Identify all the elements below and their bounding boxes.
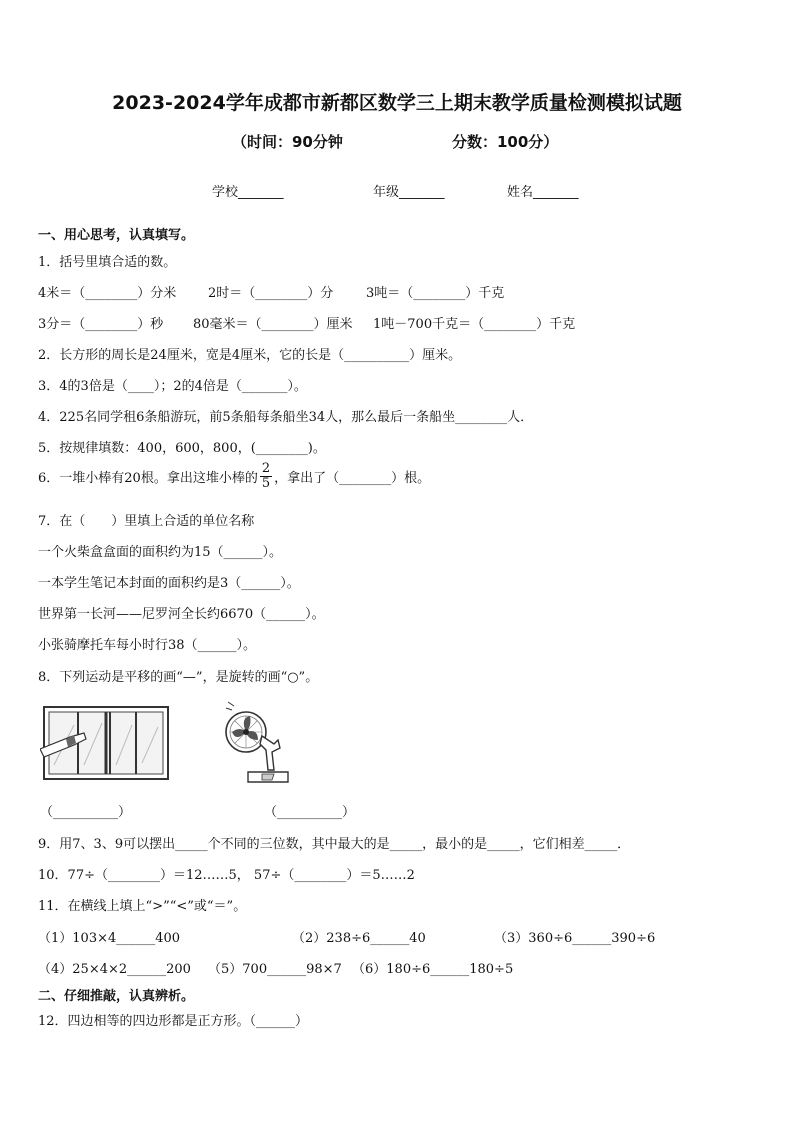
fraction-numerator: 2 (261, 461, 271, 476)
question-4: 4．225名同学租6条船游玩，前5条船每条船坐34人，那么最后一条船坐________人． (38, 410, 534, 425)
q8-answer-window: （__________） (40, 805, 132, 820)
question-1: 1．括号里填合适的数。 (38, 255, 177, 270)
q6-text-before: 6．一堆小棒有20根。拿出这堆小棒的 (38, 471, 258, 486)
exam-score: 分数：100分） (452, 133, 559, 151)
q1-item: 80毫米＝（________）厘米 (193, 317, 353, 332)
q11-item: （1）103×4______400 (38, 931, 181, 946)
q1-item: 3吨＝（________）千克 (366, 286, 505, 301)
question-12: 12．四边相等的四边形都是正方形。（______） (38, 1014, 309, 1029)
q7-line: 世界第一长河——尼罗河全长约6670（______）。 (38, 607, 325, 622)
q1-item: 4米＝（________）分米 (38, 286, 177, 301)
question-11: 11．在横线上填上“>”“<”或“＝”。 (38, 899, 247, 914)
exam-time: （时间：90分钟 (232, 133, 343, 151)
q1-item: 1吨－700千克＝（________）千克 (373, 317, 576, 332)
q7-line: 一本学生笔记本封面的面积约是3（______）。 (38, 576, 300, 591)
name-field: 姓名_______ (507, 185, 579, 200)
q7-line: 一个火柴盒盒面的面积约为15（______）。 (38, 545, 283, 560)
question-8: 8．下列运动是平移的画“—”，是旋转的画“○”。 (38, 670, 319, 685)
question-2: 2．长方形的周长是24厘米，宽是4厘米，它的长是（__________）厘米。 (38, 348, 462, 363)
q11-item: （2）238÷6______40 (292, 931, 426, 946)
question-5: 5．按规律填数：400，600，800，(________)。 (38, 441, 326, 456)
electric-fan-illustration (222, 700, 294, 786)
question-6 (38, 462, 430, 491)
question-9: 9．用7、3、9可以摆出_____个不同的三位数，其中最大的是_____，最小的是_____，它们相差_____． (38, 837, 631, 852)
exam-title: 2023-2024学年成都市新都区数学三上期末教学质量检测模拟试题 (112, 92, 682, 114)
fraction (260, 462, 272, 491)
q11-item: （3）360÷6______390÷6 (494, 931, 656, 946)
q11-item: （4）25×4×2______200 (38, 962, 191, 977)
q1-item: 3分＝（________）秒 (38, 317, 164, 332)
question-7: 7．在（ ）里填上合适的单位名称 (38, 514, 255, 529)
q6-text-after: ，拿出了（________）根。 (274, 471, 431, 486)
q8-answer-fan: （__________） (264, 805, 356, 820)
section-2-heading: 二、仔细推敲，认真辨析。 (38, 989, 195, 1004)
question-3: 3．4的3倍是（____）；2的4倍是（_______）。 (38, 379, 307, 394)
school-field: 学校_______ (212, 185, 284, 200)
q1-item: 2时＝（________）分 (208, 286, 334, 301)
q11-item: （5）700______98×7 (208, 962, 342, 977)
question-10: 10．77÷（________）＝12……5， 57÷（________）＝5……2 (38, 868, 415, 883)
q11-item: （6）180÷6______180÷5 (352, 962, 514, 977)
q7-line: 小张骑摩托车每小时行38（______）。 (38, 638, 257, 653)
grade-field: 年级_______ (373, 185, 445, 200)
fraction-denominator: 5 (261, 476, 271, 491)
sliding-window-illustration (40, 705, 172, 781)
section-1-heading: 一、用心思考，认真填写。 (38, 228, 195, 243)
